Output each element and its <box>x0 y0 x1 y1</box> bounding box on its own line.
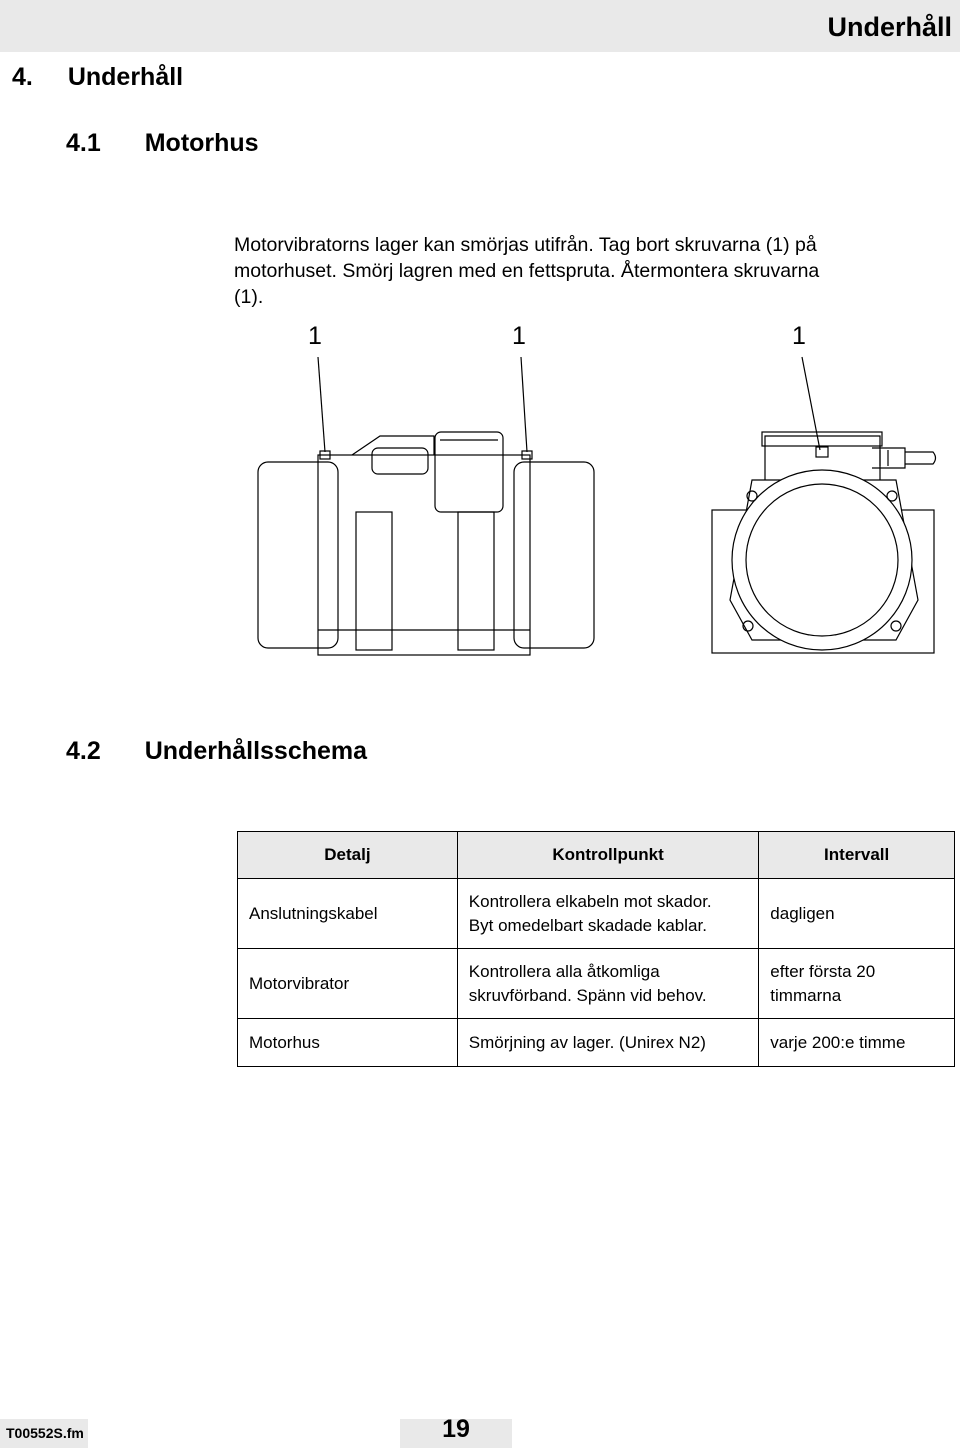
cell-checkpoint: Smörjning av lager. (Unirex N2) <box>457 1019 759 1067</box>
callout-label: 1 <box>308 322 322 350</box>
column-header-checkpoint: Kontrollpunkt <box>457 832 759 879</box>
cell-line: timmarna <box>770 985 842 1005</box>
column-header-interval: Intervall <box>759 832 955 879</box>
column-header-detail: Detalj <box>238 832 458 879</box>
table-row <box>238 1019 955 1067</box>
cell-line: Byt omedelbart skadade kablar. <box>468 915 707 935</box>
section-4-title: Underhåll <box>67 63 184 91</box>
table-row <box>238 879 955 949</box>
leader-line <box>521 357 527 452</box>
leader-line <box>318 357 325 452</box>
table-row <box>238 949 955 1019</box>
cell-checkpoint <box>457 879 759 949</box>
page-number: 19 <box>442 1415 470 1443</box>
footer-document-code: T00552S.fm <box>6 1425 84 1441</box>
callout-label: 1 <box>512 322 526 350</box>
intro-line: (1). <box>234 286 264 308</box>
chapter-header-title: Underhåll <box>827 12 952 42</box>
cell-line: Kontrollera alla åtkomliga <box>468 961 660 981</box>
intro-line: motorhuset. Smörj lagren med en fettspruta. Återmontera skruvarna <box>234 260 820 282</box>
cell-interval <box>759 949 955 1019</box>
maintenance-schedule-table <box>237 831 955 1067</box>
section-42-title: Underhållsschema <box>144 737 368 765</box>
section-41-title: Motorhus <box>144 129 259 157</box>
cell-line: skruvförband. Spänn vid behov. <box>468 985 707 1005</box>
table-header-row <box>238 832 955 879</box>
motor-end-view <box>712 432 936 653</box>
cell-detail: Motorvibrator <box>238 949 458 1019</box>
motor-housing-drawing <box>0 0 960 720</box>
callout-label: 1 <box>792 322 806 350</box>
cell-interval: varje 200:e timme <box>759 1019 955 1067</box>
section-4-number: 4. <box>12 63 33 91</box>
motor-side-view <box>258 432 594 655</box>
cell-checkpoint <box>457 949 759 1019</box>
cell-line: efter första 20 <box>770 961 876 981</box>
section-42-heading <box>66 737 367 766</box>
cell-detail: Anslutningskabel <box>238 879 458 949</box>
section-41-number: 4.1 <box>66 129 101 157</box>
cell-detail: Motorhus <box>238 1019 458 1067</box>
cell-line: Kontrollera elkabeln mot skador. <box>468 891 712 911</box>
section-42-number: 4.2 <box>66 737 101 765</box>
cell-interval: dagligen <box>759 879 955 949</box>
intro-line: Motorvibratorns lager kan smörjas utifrån. Tag bort skruvarna (1) på <box>234 234 817 256</box>
